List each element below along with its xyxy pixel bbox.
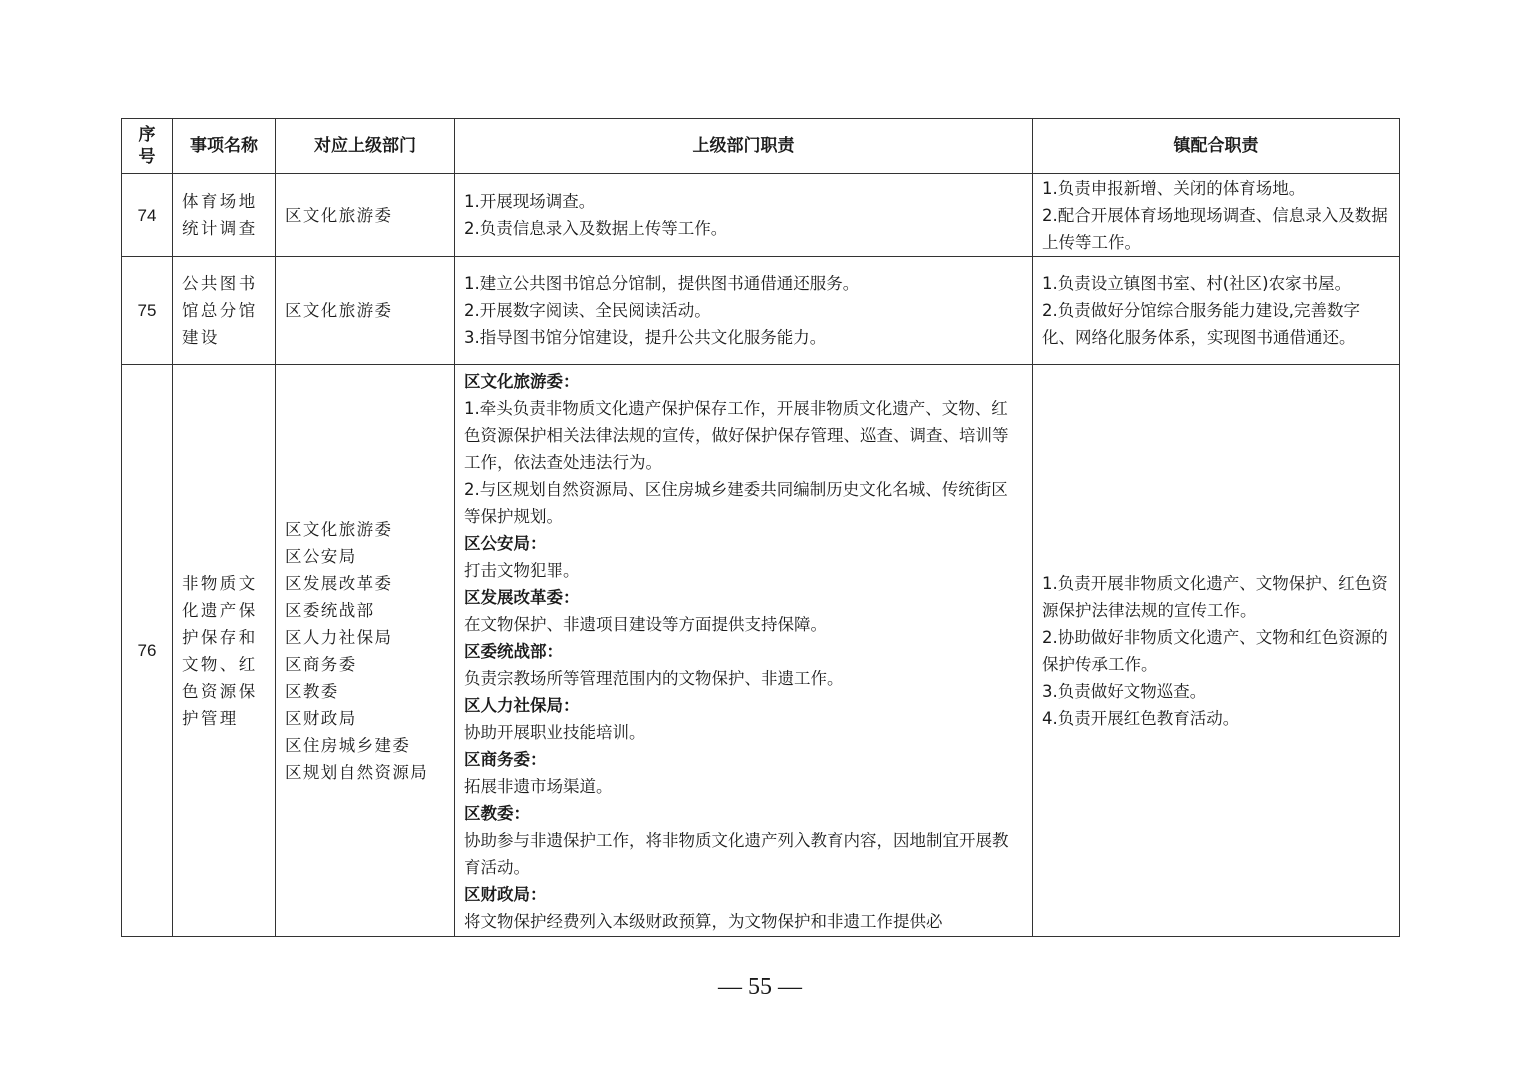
header-item-name: 事项名称 <box>173 119 276 174</box>
superior-department-cell <box>276 365 455 937</box>
department-name: 区商务委 <box>285 654 357 674</box>
header-index: 序号 <box>122 119 173 174</box>
duty-group-title: 区财政局： <box>464 885 547 904</box>
duty-line: 在文物保护、非遗项目建设等方面提供支持保障。 <box>464 615 827 634</box>
duty-line: 将文物保护经费列入本级财政预算，为文物保护和非遗工作提供必 <box>464 912 943 931</box>
item-name: 体育场地统计调查 <box>173 174 276 257</box>
town-duty-line: 1.负责开展非物质文化遗产、文物保护、红色资源保护法律法规的宣传工作。 <box>1042 573 1388 620</box>
superior-duties-cell <box>455 257 1033 365</box>
town-duty-line: 2.配合开展体育场地现场调查、信息录入及数据上传等工作。 <box>1042 205 1388 252</box>
duty-group-title: 区人力社保局： <box>464 696 580 715</box>
duty-group-title: 区商务委： <box>464 750 547 769</box>
town-duties-cell <box>1033 257 1400 365</box>
duty-group-title: 区公安局： <box>464 534 547 553</box>
town-duty-line: 3.负责做好文物巡查。 <box>1042 681 1207 701</box>
table-row <box>122 365 1400 937</box>
header-superior-department: 对应上级部门 <box>276 119 455 174</box>
duty-line: 2.与区规划自然资源局、区住房城乡建委共同编制历史文化名城、传统街区等保护规划。 <box>464 480 1008 526</box>
town-duty-line: 2.负责做好分馆综合服务能力建设,完善数字化、网络化服务体系，实现图书通借通还。 <box>1042 301 1360 347</box>
superior-duties-cell <box>455 174 1033 257</box>
duty-line: 3.指导图书馆分馆建设，提升公共文化服务能力。 <box>464 328 827 347</box>
duty-group-title: 区文化旅游委： <box>464 372 580 391</box>
department-name: 区财政局 <box>285 708 357 728</box>
duty-line: 2.负责信息录入及数据上传等工作。 <box>464 219 728 238</box>
town-duties-cell <box>1033 174 1400 257</box>
town-duty-line: 1.负责设立镇图书室、村(社区)农家书屋。 <box>1042 274 1352 293</box>
duty-group-title: 区委统战部： <box>464 642 563 661</box>
row-index: 76 <box>122 365 173 937</box>
item-name: 非物质文化遗产保护保存和文物、红色资源保护管理 <box>173 365 276 937</box>
page-number: — 55 — <box>718 974 802 1000</box>
department-name: 区文化旅游委 <box>285 301 393 320</box>
department-name: 区教委 <box>285 681 339 701</box>
duty-line: 协助参与非遗保护工作，将非物质文化遗产列入教育内容，因地制宜开展教育活动。 <box>464 831 1009 877</box>
duty-line: 打击文物犯罪。 <box>464 561 580 580</box>
town-duty-line: 4.负责开展红色教育活动。 <box>1042 708 1240 728</box>
row-index: 75 <box>122 257 173 365</box>
department-name: 区公安局 <box>285 546 357 566</box>
town-duty-line: 1.负责申报新增、关闭的体育场地。 <box>1042 178 1306 198</box>
town-duties-cell <box>1033 365 1400 937</box>
duty-group-title: 区教委： <box>464 804 530 823</box>
department-name: 区委统战部 <box>285 600 375 620</box>
duty-line: 1.建立公共图书馆总分馆制，提供图书通借通还服务。 <box>464 274 860 293</box>
row-index: 74 <box>122 174 173 257</box>
duty-group-title: 区发展改革委： <box>464 588 580 607</box>
department-name: 区发展改革委 <box>285 573 393 593</box>
header-town-duties: 镇配合职责 <box>1033 119 1400 174</box>
department-name: 区人力社保局 <box>285 627 393 647</box>
superior-department-cell <box>276 174 455 257</box>
duties-table <box>121 118 1400 937</box>
superior-department-cell <box>276 257 455 365</box>
department-name: 区规划自然资源局 <box>285 762 429 782</box>
table-header-row <box>122 119 1400 174</box>
duty-line: 1.开展现场调查。 <box>464 192 596 211</box>
table-row <box>122 257 1400 365</box>
superior-duties-cell <box>455 365 1033 937</box>
item-name: 公共图书馆总分馆建设 <box>173 257 276 365</box>
town-duty-line: 2.协助做好非物质文化遗产、文物和红色资源的保护传承工作。 <box>1042 627 1388 674</box>
duty-line: 协助开展职业技能培训。 <box>464 723 646 742</box>
table-row <box>122 174 1400 257</box>
duty-line: 拓展非遗市场渠道。 <box>464 777 613 796</box>
department-name: 区文化旅游委 <box>285 519 393 539</box>
duty-line: 2.开展数字阅读、全民阅读活动。 <box>464 301 711 320</box>
department-name: 区文化旅游委 <box>285 205 393 225</box>
duty-line: 负责宗教场所等管理范围内的文物保护、非遗工作。 <box>464 669 844 688</box>
department-name: 区住房城乡建委 <box>285 735 411 755</box>
header-superior-duties: 上级部门职责 <box>455 119 1033 174</box>
duty-line: 1.牵头负责非物质文化遗产保护保存工作，开展非物质文化遗产、文物、红色资源保护相关法律法规的宣传，做好保护保存管理、巡查、调查、培训等工作，依法查处违法行为。 <box>464 399 1009 472</box>
